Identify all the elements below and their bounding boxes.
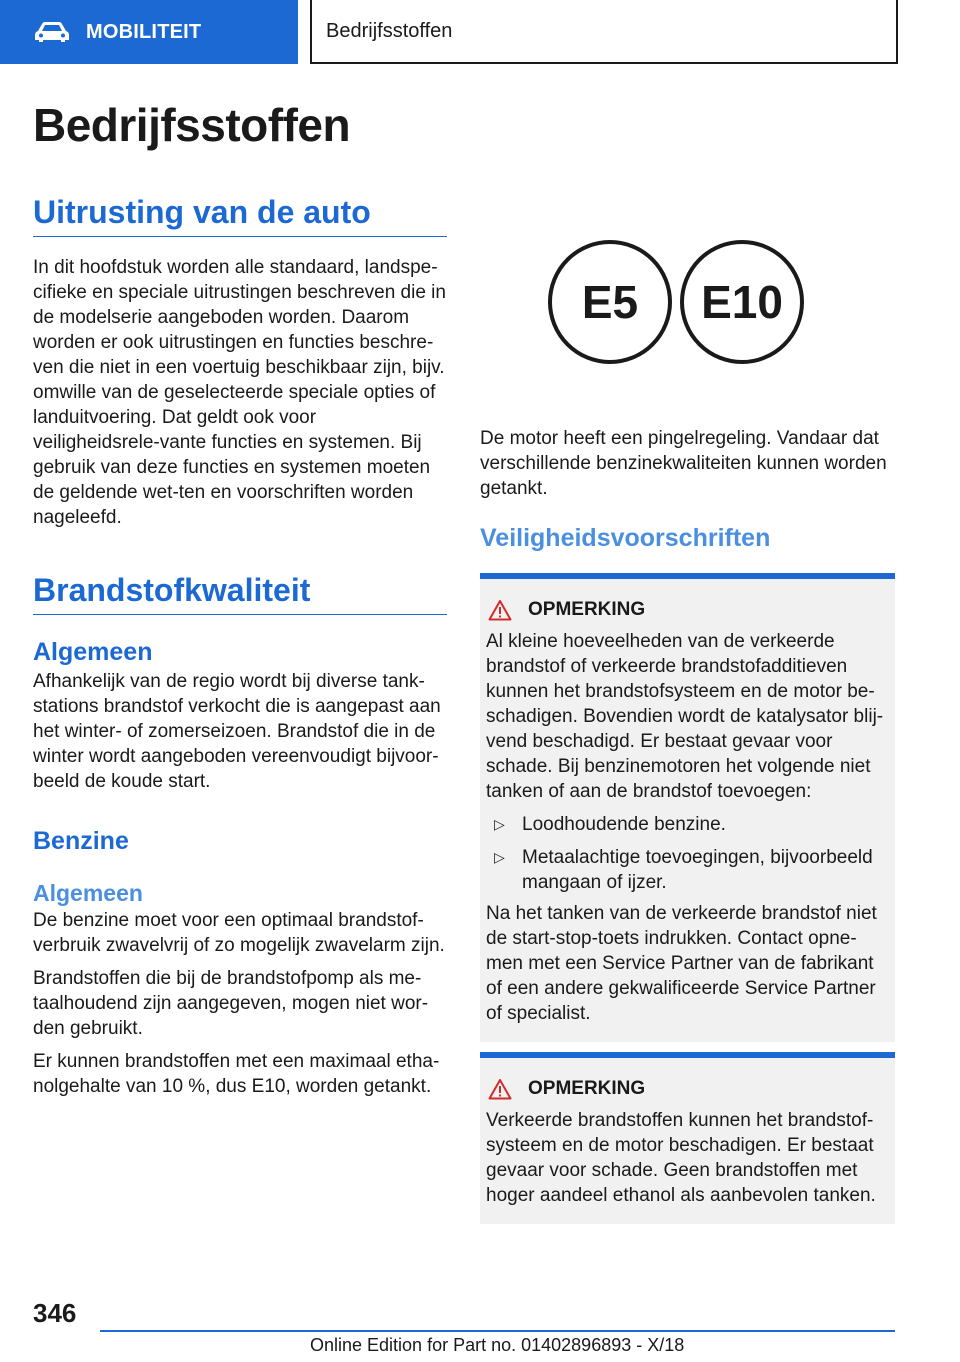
heading-general: Algemeen [33,638,153,666]
heading-fuel-quality: Brandstofkwaliteit [33,568,447,615]
note-title: OPMERKING [528,1078,646,1099]
note-text: Verkeerde brandstoffen kunnen het brandstof-systeem en de motor beschadigen. Er bestaat gevaar voor schade. Geen brandstoffen met hoger aandeel ethanol als aanbevolen tanken. [486,1110,876,1206]
page-title: Bedrijfsstoffen [33,99,351,151]
section-label: MOBILITEIT [86,20,202,43]
list-item-text: Loodhoudende benzine. [522,814,726,835]
warning-icon [488,599,512,621]
list-item [486,812,887,837]
chapter-header [310,0,898,64]
left-column [33,190,447,1099]
note-box [480,1052,895,1224]
paragraph-petrol-1: De benzine moet voor een optimaal brandstof-verbruik zwavelvrij of zo mogelijk zwavelarm zijn. [33,910,445,956]
fuel-labels [548,240,895,364]
note-text-after: Na het tanken van de verkeerde brandstof niet de start-stop-toets indrukken. Contact opne-men met een Service Partner van de fabrikant of een andere gekwalificeerde Service Partner of specialist. [486,903,877,1024]
page-number: 346 [33,1298,77,1328]
warning-icon [488,1078,512,1100]
paragraph-petrol-3: Er kunnen brandstoffen met een maximaal etha-nolgehalte van 10 %, dus E10, worden getankt. [33,1051,440,1097]
note-text: Al kleine hoeveelheden van de verkeerde brandstof of verkeerde brandstofadditieven kunnen het brandstofsysteem en de motor be-schadigen. Bovendien wordt de katalysator blij-vend beschadigd. Er bestaat gevaar voor schade. Bij benzinemotoren het volgende niet tanken of aan de brandstof toevoegen: [486,631,884,802]
bullet-triangle-icon: ▷ [494,849,505,865]
chapter-label: Bedrijfsstoffen [326,19,453,42]
paragraph-petrol-2: Brandstoffen die bij de brandstofpomp als me-taalhoudend zijn aangegeven, mogen niet wor-den gebruikt. [33,968,429,1039]
note-header [486,1076,887,1102]
heading-petrol: Benzine [33,827,129,855]
car-icon [34,21,70,43]
footer-edition: Online Edition for Part no. 01402896893 - X/18 [310,1335,685,1355]
heading-petrol-general: Algemeen [33,880,143,906]
note-title: OPMERKING [528,599,646,620]
footer-divider [100,1330,895,1332]
section-tab[interactable] [0,0,298,64]
right-column [480,240,895,1224]
note-box [480,573,895,1042]
bullet-triangle-icon: ▷ [494,816,505,832]
fuel-label-e5: E5 [548,240,672,364]
paragraph-general: Afhankelijk van de regio wordt bij diverse tank-stations brandstof verkocht die is aangepast aan het winter- of zomerseizoen. Brandstof die in de winter wordt aangeboden vereenvoudigt bijvoor-beeld de koude start. [33,671,441,792]
paragraph-knock-control: De motor heeft een pingelregeling. Vandaar dat verschillende benzinekwaliteiten kunnen worden getankt. [480,428,887,499]
paragraph-equipment: In dit hoofdstuk worden alle standaard, landspe-cifieke en speciale uitrustingen beschreven die in de modelserie aangeboden worden. Daarom worden er ook uitrustingen en functies beschre-ven die niet in een voertuig beschikbaar zijn, bijv. omwille van de geselecteerde speciale opties of landuitvoering. Dat geldt ook voor veiligheidsrele-vante functies en systemen. Bij gebruik van deze functies en systemen moeten de geldende wet-ten en voorschriften worden nageleefd. [33,257,446,528]
note-header [486,597,887,623]
heading-safety: Veiligheidsvoorschriften [480,524,771,552]
heading-equipment: Uitrusting van de auto [33,190,447,237]
list-item [486,845,887,895]
list-item-text: Metaalachtige toevoegingen, bijvoorbeeld mangaan of ijzer. [522,847,873,893]
fuel-label-e10: E10 [680,240,804,364]
